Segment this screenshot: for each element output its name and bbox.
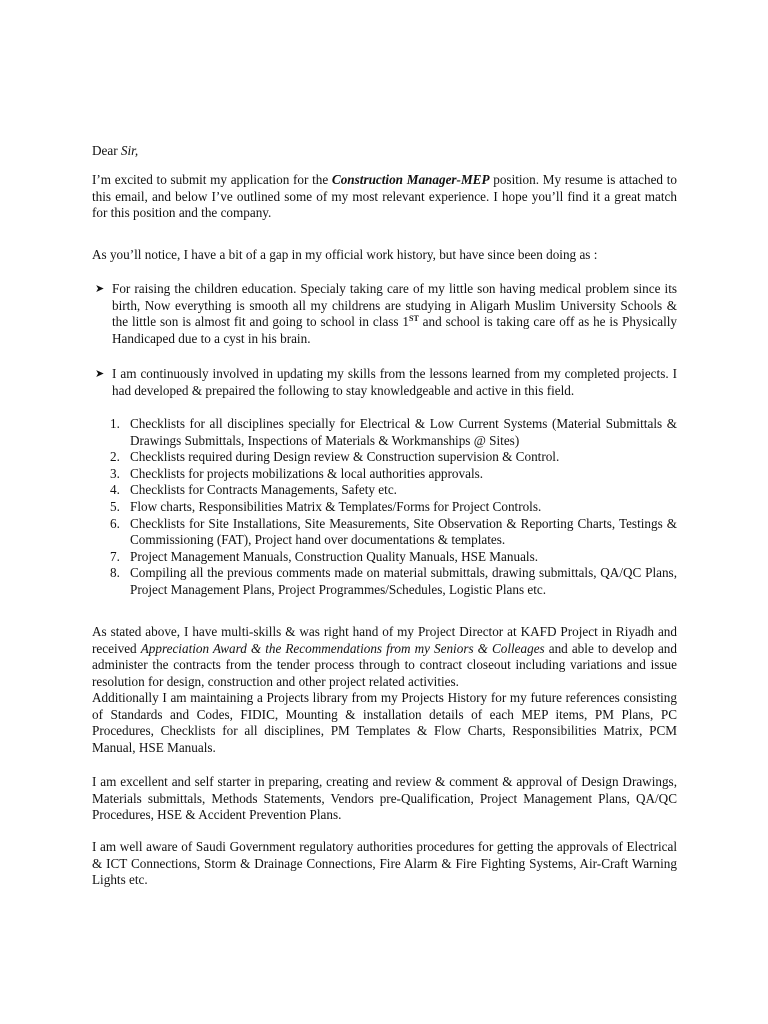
list-item-number: 6. xyxy=(110,515,120,531)
list-item-text: Checklists required during Design review & Construction supervision & Control. xyxy=(130,449,560,465)
list-item xyxy=(110,516,677,549)
gap-note-paragraph: As you’ll notice, I have a bit of a gap in my official work history, but have since been doing as : xyxy=(92,247,598,262)
list-item xyxy=(110,549,677,566)
numbered-list xyxy=(110,416,677,599)
arrow-bullet-icon: ➤ xyxy=(95,368,105,380)
multiskills-paragraph xyxy=(92,624,677,690)
saudi-authorities-paragraph: I am well aware of Saudi Government regulatory authorities procedures for getting the approvals of Electrical & ICT Connections, Storm & Drainage Connections, Fire Alarm & Fire Fighting Systems, Air-Craft Warning Lights etc. xyxy=(92,839,677,888)
award-text: Appreciation Award & the Recommendations from my Seniors & Colleages xyxy=(140,640,545,656)
list-item-text: Checklists for all disciplines specially for Electrical & Low Current Systems (Material Submittals & Drawings Submittals, Inspections of Materials & Workmanships @ Sites) xyxy=(130,416,677,448)
list-item-number: 3. xyxy=(110,465,120,481)
intro-paragraph xyxy=(92,172,677,222)
list-item-text: Checklists for projects mobilizations & local authorities approvals. xyxy=(130,465,484,481)
list-item-number: 2. xyxy=(110,449,120,465)
list-item xyxy=(110,499,677,516)
list-item xyxy=(110,466,677,483)
list-item-number: 8. xyxy=(110,565,120,581)
bullet-text-end: and school is taking care off as he is Physically Handicaped due to a cyst in his brain. xyxy=(112,314,677,346)
list-item-text: Compiling all the previous comments made on material submittals, drawing submittals, QA/QC Plans, Project Management Plans, Project Programmes/Schedules, Logistic Plans etc. xyxy=(130,565,677,597)
self-starter-paragraph: I am excellent and self starter in preparing, creating and review & comment & approval of Design Drawings, Materials submittals, Methods Statements, Vendors pre-Qualification, Project Management Plans, QA/QC Procedures, HSE & Accident Prevention Plans. xyxy=(92,774,677,823)
intro-text-end: position. My resume is attached to this email, and below I’ve outlined some of my most relevant experience. I hope you’ll find it a great match for this position and the company. xyxy=(92,172,677,221)
list-item-text: Project Management Manuals, Construction Quality Manuals, HSE Manuals. xyxy=(130,548,539,564)
bullet-text: I am continuously involved in updating my skills from the lessons learned from my completed projects. I had developed & prepaired the following to stay knowledgeable and active in this field. xyxy=(112,366,677,398)
bullet-text-start: For raising the children education. Specialy taking care of my little son having medical problem since its birth, Now everything is smooth all my childrens are studying in Aligarh Muslim University Schools & the little son is almost fit and going to school in class 1 xyxy=(112,281,677,330)
list-item-number: 4. xyxy=(110,482,120,498)
list-item xyxy=(110,482,677,499)
bullet-text xyxy=(112,281,677,347)
list-item-text: Checklists for Site Installations, Site Measurements, Site Observation & Reporting Charts, Testings & Commissioning (FAT), Project hand over documentations & templates. xyxy=(130,515,677,548)
list-item xyxy=(110,565,677,598)
list-item-number: 7. xyxy=(110,548,120,564)
salutation xyxy=(92,143,677,160)
intro-text-start: I’m excited to submit my application for the xyxy=(92,172,332,187)
bullet-item xyxy=(92,281,677,347)
bullet-item xyxy=(92,366,677,399)
list-item xyxy=(110,416,677,449)
position-title: Construction Manager-MEP xyxy=(331,172,490,187)
multiskills-text-end: and able to develop and administer the contracts from the tender process through to contract closeout including variations and issue resolution for design, construction and other project related activities. xyxy=(92,640,677,689)
library-paragraph: Additionally I am maintaining a Projects library from my Projects History for my future references consisting of Standards and Codes, FIDIC, Mounting & installation details of each MEP items, PM Plans, PC Procedures, Checklists for all disciplines, PM Templates & Flow Charts, Responsibilities Matrix, PCM Manual, HSE Manuals. xyxy=(92,690,677,755)
bullet-superscript: ST xyxy=(409,314,419,324)
salutation-prefix: Dear xyxy=(92,143,121,158)
multiskills-text-start: As stated above, I have multi-skills & was right hand of my Project Director at KAFD Project in Riyadh and received xyxy=(92,624,677,656)
list-item-number: 5. xyxy=(110,498,120,514)
salutation-name: Sir, xyxy=(120,143,139,158)
list-item-number: 1. xyxy=(110,416,120,431)
list-item-text: Flow charts, Responsibilities Matrix & Templates/Forms for Project Controls. xyxy=(130,498,542,514)
list-item-text: Checklists for Contracts Managements, Safety etc. xyxy=(130,482,397,498)
arrow-bullet-icon: ➤ xyxy=(95,283,105,295)
list-item xyxy=(110,449,677,466)
